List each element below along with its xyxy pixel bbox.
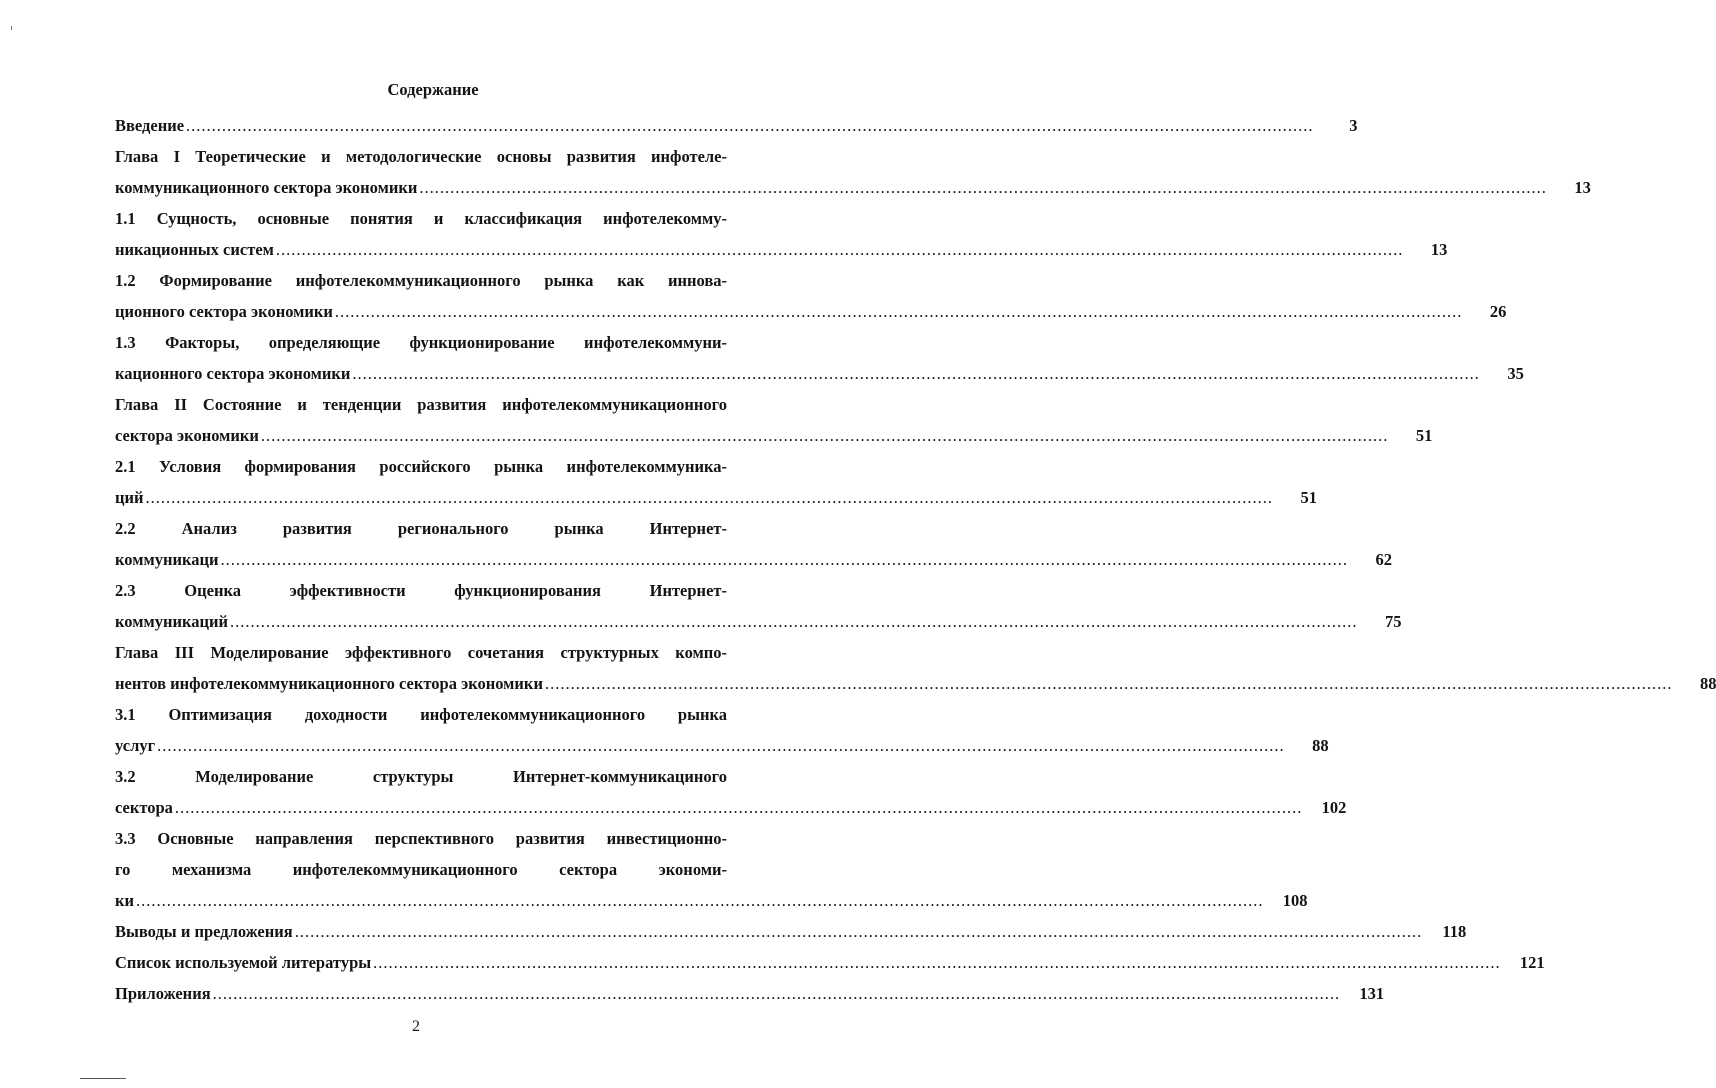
page-number: 2 bbox=[412, 1018, 420, 1035]
toc-entry-text: 1.1 Сущность, основные понятия и классификация инфотелекомму- bbox=[115, 209, 727, 228]
toc-line-final bbox=[115, 668, 1716, 699]
toc-line-final bbox=[115, 730, 1329, 761]
toc-line-final bbox=[115, 978, 1385, 1009]
toc-page-number: 102 bbox=[1321, 798, 1347, 817]
toc-entry bbox=[115, 637, 1716, 699]
toc-entry-text: Приложения bbox=[115, 984, 211, 1003]
toc-page-number: 51 bbox=[1300, 488, 1318, 507]
toc-page-number: 108 bbox=[1282, 891, 1308, 910]
toc-entry-text: 2.3 Оценка эффективности функционирования Интернет- bbox=[115, 581, 727, 600]
dot-leader: ............................................................................................................................................................................................................................ bbox=[419, 178, 1547, 197]
toc-page-number: 88 bbox=[1312, 736, 1329, 755]
dot-leader: ............................................................................................................................................................................................................................ bbox=[230, 612, 1358, 631]
toc-entry-text: ционного сектора экономики bbox=[115, 302, 333, 321]
dot-leader: ............................................................................................................................................................................................................................ bbox=[186, 116, 1314, 135]
toc-entry-text: сектора bbox=[115, 798, 173, 817]
toc-page-number: 121 bbox=[1519, 953, 1545, 972]
toc-entry-text: коммуникаци bbox=[115, 550, 219, 569]
toc-page-number: 118 bbox=[1442, 922, 1467, 941]
toc-entry-text: 2.1 Условия формирования российского рынка инфотелекоммуника- bbox=[115, 457, 727, 476]
toc-entry-text: коммуникационного сектора экономики bbox=[115, 178, 418, 197]
toc-entry bbox=[115, 513, 1392, 575]
dot-leader: ............................................................................................................................................................................................................................ bbox=[174, 798, 1303, 817]
dot-leader: ............................................................................................................................................................................................................................ bbox=[544, 674, 1673, 693]
toc-page-number: 13 bbox=[1430, 240, 1448, 259]
dot-leader: ............................................................................................................................................................................................................................ bbox=[136, 891, 1264, 910]
dot-leader: ............................................................................................................................................................................................................................ bbox=[145, 488, 1274, 507]
toc-entry bbox=[115, 575, 1402, 637]
table-of-contents bbox=[115, 110, 1716, 1009]
toc-page-number: 75 bbox=[1385, 612, 1402, 631]
toc-page-number: 35 bbox=[1507, 364, 1524, 383]
toc-line-final bbox=[115, 172, 1591, 203]
toc-entry-text: сектора экономики bbox=[115, 426, 259, 445]
toc-entry-text: 1.3 Факторы, определяющие функционирование инфотелекоммуни- bbox=[115, 333, 727, 352]
toc-page-number: 131 bbox=[1359, 984, 1385, 1003]
toc-page-number: 13 bbox=[1574, 178, 1591, 197]
toc-entry-text: услуг bbox=[115, 736, 156, 755]
dot-leader: ............................................................................................................................................................................................................................ bbox=[220, 550, 1348, 569]
toc-entry bbox=[115, 699, 1329, 761]
toc-line-final bbox=[115, 885, 1308, 916]
toc-entry-text: никационных систем bbox=[115, 240, 274, 259]
toc-line-final bbox=[115, 792, 1347, 823]
toc-entry bbox=[115, 978, 1385, 1009]
toc-entry-text: Список используемой литературы bbox=[115, 953, 372, 972]
page-title: Содержание bbox=[387, 80, 479, 99]
toc-entry-text: ки bbox=[115, 891, 135, 910]
toc-entry bbox=[115, 141, 1591, 203]
toc-entry bbox=[115, 451, 1318, 513]
toc-entry-text: коммуникаций bbox=[115, 612, 228, 631]
toc-line-final bbox=[115, 234, 1448, 265]
toc-line-final bbox=[115, 947, 1545, 978]
dot-leader: ............................................................................................................................................................................................................................ bbox=[294, 922, 1423, 941]
toc-entry-text: Глава III Моделирование эффективного сочетания структурных компо- bbox=[115, 643, 727, 662]
toc-entry bbox=[115, 947, 1545, 978]
toc-line-final bbox=[115, 420, 1433, 451]
scan-artifact bbox=[80, 1078, 126, 1079]
toc-entry-text: нентов инфотелекоммуникационного сектора экономики bbox=[115, 674, 543, 693]
toc-entry bbox=[115, 265, 1507, 327]
dot-leader: ............................................................................................................................................................................................................................ bbox=[260, 426, 1389, 445]
toc-entry-text: 3.3 Основные направления перспективного развития инвестиционно- bbox=[115, 829, 727, 848]
toc-line-final bbox=[115, 544, 1392, 575]
toc-page-number: 62 bbox=[1375, 550, 1392, 569]
toc-entry-text: 3.2 Моделирование структуры Интернет-коммуникациного bbox=[115, 767, 727, 786]
toc-entry-text: 3.1 Оптимизация доходности инфотелекоммуникационного рынка bbox=[115, 705, 727, 724]
toc-entry bbox=[115, 389, 1433, 451]
toc-page-number: 3 bbox=[1349, 116, 1358, 135]
toc-entry bbox=[115, 916, 1467, 947]
toc-line-final bbox=[115, 606, 1402, 637]
toc-entry-text: 1.2 Формирование инфотелекоммуникационного рынка как иннова- bbox=[115, 271, 727, 290]
toc-entry bbox=[115, 761, 1347, 823]
toc-page-number: 26 bbox=[1489, 302, 1507, 321]
dot-leader: ............................................................................................................................................................................................................................ bbox=[352, 364, 1480, 383]
toc-entry-text: Выводы и предложения bbox=[115, 922, 293, 941]
toc-line-final bbox=[115, 916, 1467, 947]
toc-entry-text: 2.2 Анализ развития регионального рынка Интернет- bbox=[115, 519, 727, 538]
dot-leader: ............................................................................................................................................................................................................................ bbox=[275, 240, 1404, 259]
toc-page-number: 88 bbox=[1699, 674, 1716, 693]
toc-line-final bbox=[115, 110, 1358, 141]
toc-line-final bbox=[115, 358, 1524, 389]
toc-line-final bbox=[115, 296, 1507, 327]
toc-line-final bbox=[115, 482, 1318, 513]
dot-leader: ............................................................................................................................................................................................................................ bbox=[334, 302, 1463, 321]
toc-entry-text: кационного сектора экономики bbox=[115, 364, 351, 383]
toc-entry bbox=[115, 110, 1358, 141]
dot-leader: ............................................................................................................................................................................................................................ bbox=[373, 953, 1501, 972]
toc-entry-text: го механизма инфотелекоммуникационного сектора экономи- bbox=[115, 860, 727, 879]
toc-entry bbox=[115, 203, 1448, 265]
toc-page-number: 51 bbox=[1415, 426, 1433, 445]
dot-leader: ............................................................................................................................................................................................................................ bbox=[157, 736, 1285, 755]
toc-entry bbox=[115, 327, 1524, 389]
dot-leader: ............................................................................................................................................................................................................................ bbox=[212, 984, 1341, 1003]
toc-entry-text: Глава II Состояние и тенденции развития инфотелекоммуникационного bbox=[115, 395, 727, 414]
scan-artifact bbox=[11, 26, 12, 30]
toc-entry-text: Введение bbox=[115, 116, 185, 135]
toc-entry-text: ций bbox=[115, 488, 144, 507]
toc-entry-text: Глава I Теоретические и методологические основы развития инфотеле- bbox=[115, 147, 727, 166]
toc-entry bbox=[115, 823, 1308, 916]
